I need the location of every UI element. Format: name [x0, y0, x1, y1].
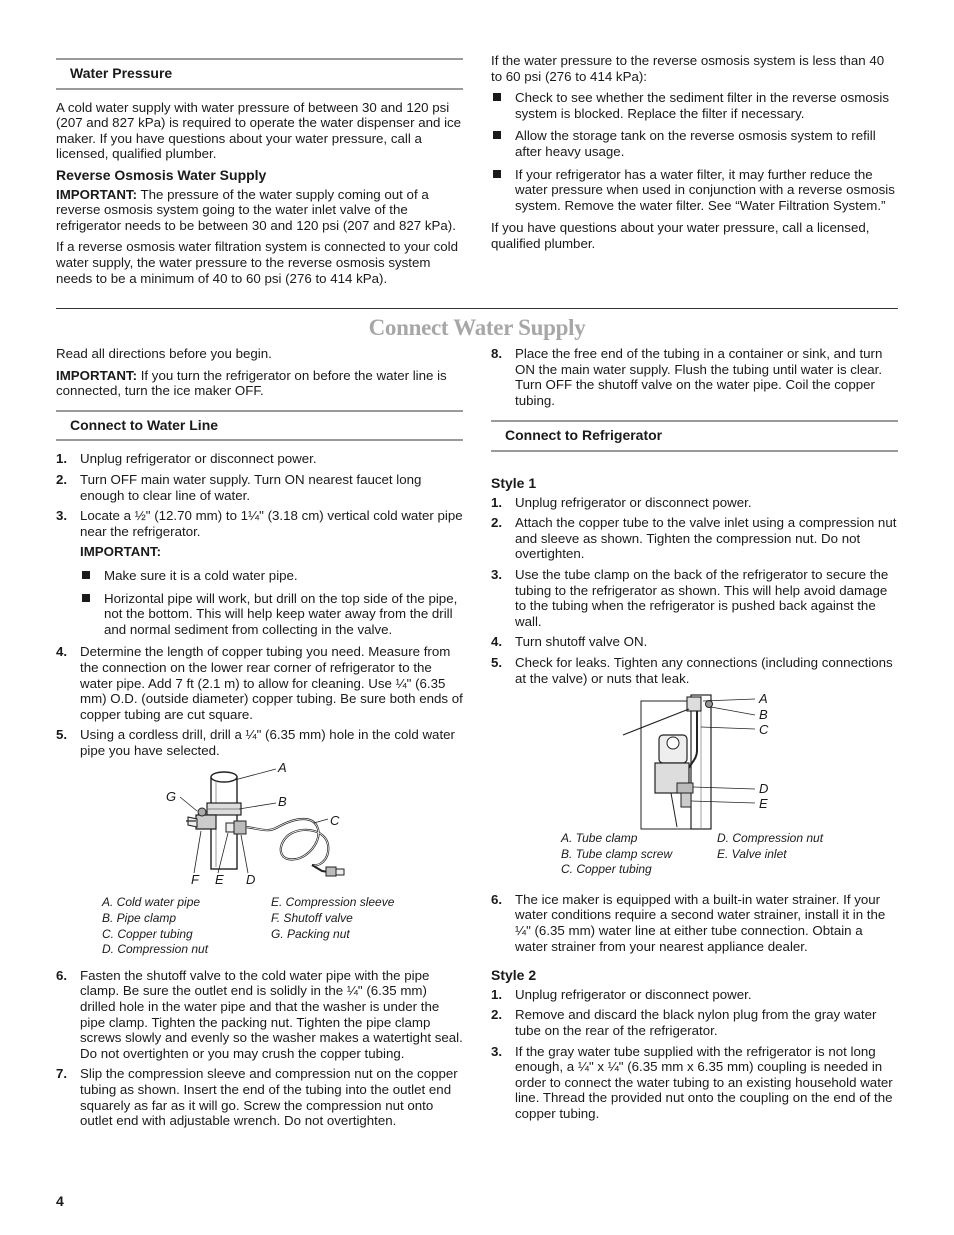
- step: [56, 472, 463, 503]
- callout-c: C: [759, 722, 769, 738]
- paragraph: If you have questions about your water pressure, call a licensed, qualified plumber.: [491, 220, 870, 251]
- subheading-reverse-osmosis: Reverse Osmosis Water Supply: [56, 166, 267, 183]
- step-text: Unplug refrigerator or disconnect power.: [515, 494, 752, 510]
- reverse-osmosis-tips: [491, 53, 898, 258]
- legend-entry: E. Valve inlet: [717, 846, 787, 861]
- step: [491, 987, 898, 1003]
- callout-c: C: [330, 813, 340, 829]
- step-text: Fasten the shutoff valve to the cold water pipe with the pipe clamp. Be sure the outlet end is solidly in the ¼" (6.35 mm) drilled hole in the water pipe and that the washer is under the pipe clamp. Tighten the packing nut. Tighten the pipe clamp screws slowly and evenly so the washer makes a watertight seal. Do not overtighten or you may crush the copper tubing.: [80, 967, 463, 1061]
- step-number: 5.: [56, 727, 68, 743]
- list-item: Make sure it is a cold water pipe.: [80, 568, 463, 584]
- step: [56, 508, 463, 637]
- list-item: If your refrigerator has a water filter, it may further reduce the water pressure when used in conjunction with a reverse osmosis system. Remove the water filter. See “Water Filtration System.”: [491, 167, 898, 214]
- legend-entry: C. Copper tubing: [102, 926, 193, 941]
- step-number: 5.: [491, 654, 503, 670]
- step-text: Check for leaks. Tighten any connections (including connections at the valve) or nuts that leak.: [515, 654, 893, 686]
- step-text: Turn shutoff valve ON.: [515, 634, 648, 650]
- shutoff-valve-illustration: [56, 763, 463, 885]
- valve-inlet-illustration: [491, 691, 898, 831]
- step-number: 8.: [491, 346, 503, 361]
- legend-entry: D. Compression nut: [717, 831, 824, 846]
- legend-entry: D. Compression nut: [102, 942, 209, 957]
- step-text: Slip the compression sleeve and compression nut on the copper tubing as shown. Insert the end of the tubing into the outlet end squarely as far as it will go. Screw the compression nut onto outlet end with adjustable wrench. Do not overtighten.: [80, 1066, 458, 1129]
- important-label: IMPORTANT:: [56, 186, 138, 202]
- legend-entry: B. Tube clamp screw: [561, 846, 673, 861]
- step-text: Using a cordless drill, drill a ¼" (6.35 mm) hole in the cold water pipe you have selected.: [80, 727, 455, 758]
- callout-b: B: [278, 794, 287, 810]
- paragraph: [56, 368, 463, 399]
- section-heading-connect-water-line: Connect to Water Line: [56, 410, 463, 442]
- shutoff-valve-diagram: [56, 763, 463, 885]
- step-number: 2.: [491, 1007, 503, 1023]
- paragraph: If a reverse osmosis water filtration system is connected to your cold water supply, the water pressure to the reverse osmosis system needs to be a minimum of 40 to 60 psi (276 to 414 kPa).: [56, 239, 459, 286]
- step-text: If the gray water tube supplied with the refrigerator is not long enough, a ¼" x ¼" (6.35 mm x 6.35 mm) coupling is needed in order to connect the water tubing to an existing household water line. Thread the provided nut onto the coupling on the end of the copper tubing.: [515, 1043, 893, 1121]
- step-list: [491, 987, 898, 1122]
- section-heading-connect-refrigerator: Connect to Refrigerator: [491, 420, 898, 452]
- step-list: [491, 495, 898, 687]
- callout-d: D: [759, 781, 769, 797]
- connect-water-line-column: [56, 346, 463, 1134]
- list-item: Check to see whether the sediment filter in the reverse osmosis system is blocked. Replace the filter if necessary.: [491, 90, 898, 121]
- step: [56, 451, 463, 467]
- step: [56, 968, 463, 1062]
- step-number: 6.: [56, 967, 68, 983]
- step-number: 6.: [491, 891, 503, 907]
- step-number: 1.: [56, 451, 68, 467]
- callout-b: B: [759, 707, 768, 723]
- bullet-list: [80, 568, 463, 637]
- paragraph: If the water pressure to the reverse osmosis system is less than 40 to 60 psi (276 to 414 kPa):: [491, 53, 885, 84]
- step: [491, 1044, 898, 1122]
- step: [491, 655, 898, 686]
- callout-e: E: [759, 796, 768, 812]
- paragraph-text: If you turn the refrigerator on before the water line is connected, turn the ice maker OFF.: [56, 367, 447, 399]
- step-number: 3.: [491, 1043, 503, 1059]
- step: [491, 567, 898, 629]
- paragraph: Read all directions before you begin.: [56, 346, 272, 361]
- page-number: 4: [56, 1193, 64, 1209]
- step-text: Unplug refrigerator or disconnect power.: [80, 451, 317, 467]
- step: [491, 892, 898, 954]
- step-number: 3.: [56, 508, 68, 524]
- step: [491, 495, 898, 511]
- step-text: Unplug refrigerator or disconnect power.: [515, 986, 752, 1002]
- step-number: 2.: [56, 471, 68, 487]
- step-text: Locate a ½" (12.70 mm) to 1¼" (3.18 cm) vertical cold water pipe near the refrigerator.: [80, 508, 463, 539]
- water-pressure-section: [56, 58, 463, 292]
- connect-refrigerator-column: [491, 346, 898, 1127]
- step: [491, 1007, 898, 1038]
- step-text: Remove and discard the black nylon plug from the gray water tube on the rear of the refrigerator.: [515, 1007, 877, 1039]
- list-item: Horizontal pipe will work, but drill on the top side of the pipe, not the bottom. This will help keep water away from the drill and normal sediment from collecting in the valve.: [80, 591, 463, 638]
- legend-entry: A. Cold water pipe: [102, 895, 201, 910]
- paragraph-text: The pressure of the water supply coming out of a reverse osmosis system going to the water inlet valve of the refrigerator needs to be between 30 and 120 psi (207 and 827 kPa).: [56, 186, 456, 233]
- step-text: Place the free end of the tubing in a container or sink, and turn ON the main water supply. Flush the tubing until water is clear. Turn OFF the shutoff valve on the water pipe. Coil the copper tubing.: [515, 346, 883, 408]
- step-text: Use the tube clamp on the back of the refrigerator to secure the tubing to the refrigerator as shown. This will help avoid damage to the tubing when the refrigerator is pushed back against the wall.: [515, 566, 889, 629]
- legend-entry: A. Tube clamp: [561, 831, 638, 846]
- step-number: 3.: [491, 566, 503, 582]
- paragraph: A cold water supply with water pressure of between 30 and 120 psi (207 and 827 kPa) is required to operate the water dispenser and ice maker. If you have questions about your water pressure, call a licensed, qualified plumber.: [56, 99, 462, 162]
- page-title: Connect Water Supply: [368, 315, 586, 340]
- callout-e: E: [215, 872, 224, 886]
- section-heading-water-pressure: Water Pressure: [56, 58, 463, 90]
- step-list: [491, 346, 898, 408]
- callout-d: D: [246, 872, 256, 886]
- step-list: [56, 968, 463, 1129]
- legend-entry: C. Copper tubing: [561, 862, 652, 877]
- valve-inlet-diagram: [491, 691, 898, 831]
- step-number: 4.: [491, 634, 503, 650]
- callout-g: G: [166, 789, 177, 805]
- callout-f: F: [191, 872, 199, 886]
- important-label: IMPORTANT:: [56, 367, 138, 383]
- subheading-style-1: Style 1: [491, 474, 537, 491]
- figure-legend: [561, 831, 898, 878]
- paragraph: [56, 187, 463, 234]
- step-number: 2.: [491, 515, 503, 531]
- step-number: 7.: [56, 1066, 68, 1082]
- list-item: Allow the storage tank on the reverse osmosis system to refill after heavy usage.: [491, 128, 898, 159]
- important-label: IMPORTANT:: [80, 544, 162, 560]
- step-text: Turn OFF main water supply. Turn ON nearest faucet long enough to clear line of water.: [80, 471, 422, 503]
- legend-entry: E. Compression sleeve: [271, 895, 395, 910]
- step-number: 1.: [491, 986, 503, 1002]
- step: [56, 727, 463, 758]
- step-text: Attach the copper tube to the valve inlet using a compression nut and sleeve as shown. Tighten the compression nut. Do not overtighten.: [515, 515, 897, 562]
- step-text: Determine the length of copper tubing you need. Measure from the connection on the lower rear corner of refrigerator to the water pipe. Add 7 ft (2.1 m) to allow for cleaning. Use ¼" (6.35 mm) O.D. (outside diameter) copper tubing. Be sure both ends of copper tubing are cut square.: [80, 644, 463, 722]
- callout-a: A: [759, 691, 768, 707]
- legend-entry: G. Packing nut: [271, 926, 350, 941]
- section-divider: [56, 308, 898, 309]
- step-list: [56, 451, 463, 758]
- step-number: 1.: [491, 494, 503, 510]
- legend-entry: B. Pipe clamp: [102, 911, 177, 926]
- step: [491, 346, 898, 408]
- step-number: 4.: [56, 644, 68, 660]
- step-list: [491, 892, 898, 954]
- callout-a: A: [278, 763, 287, 776]
- step: [56, 644, 463, 722]
- subheading-style-2: Style 2: [491, 967, 537, 984]
- step: [56, 1066, 463, 1128]
- figure-legend: [102, 895, 463, 957]
- step-text: The ice maker is equipped with a built-in water strainer. If your water conditions require a second water strainer, install it in the ¼" (6.35 mm) water line at either tube connection. Obtain a water strainer from your nearest appliance dealer.: [515, 891, 886, 954]
- legend-entry: F. Shutoff valve: [271, 911, 353, 926]
- step: [491, 515, 898, 562]
- step: [491, 634, 898, 650]
- bullet-list: [491, 90, 898, 213]
